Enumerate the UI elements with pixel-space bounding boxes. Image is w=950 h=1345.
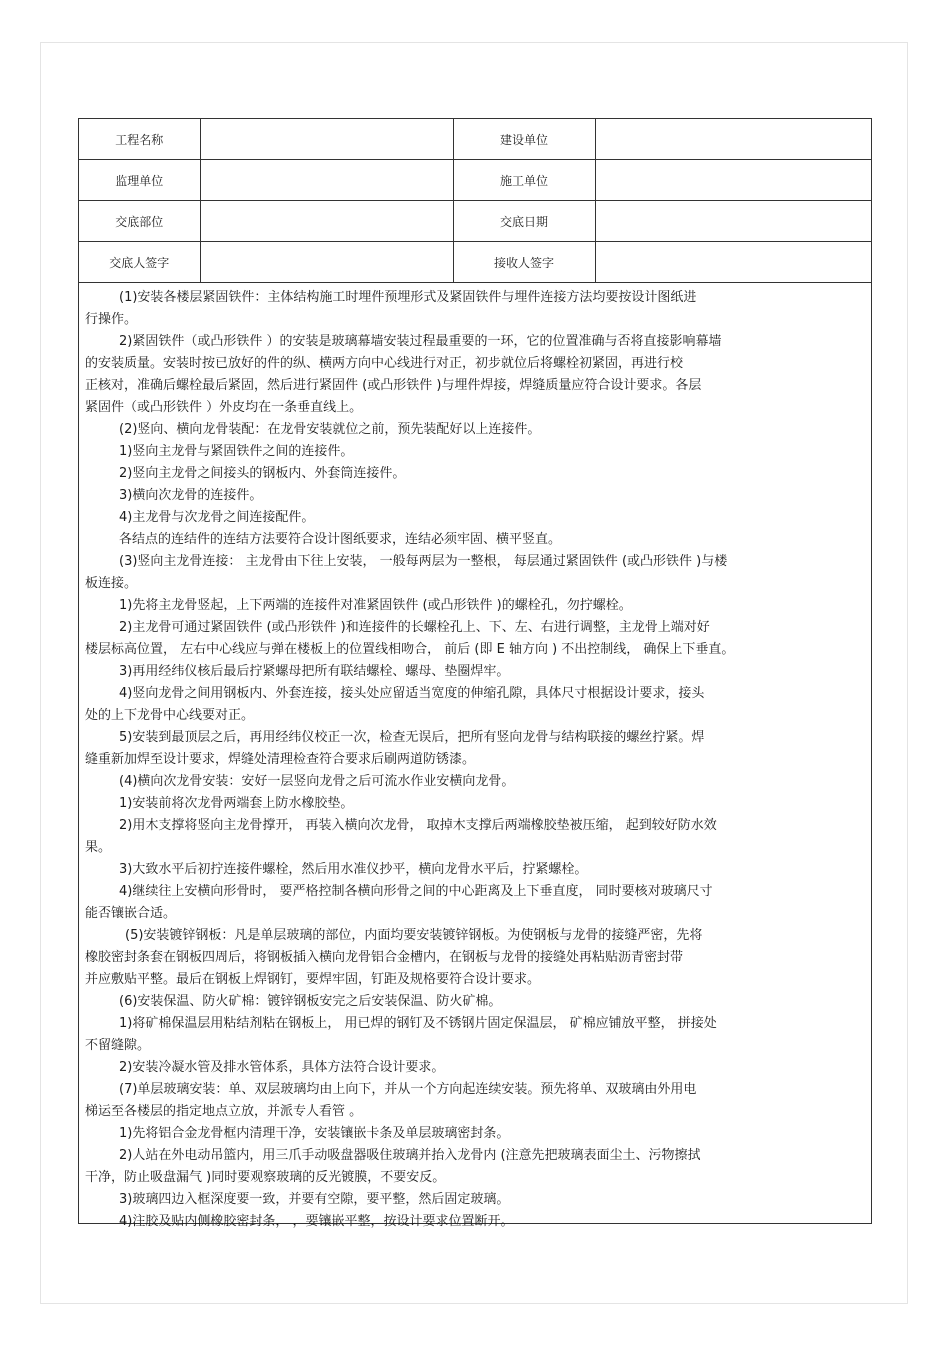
content-line: 正核对，准确后螺栓最后紧固，然后进行紧固件 (或凸形铁件 )与埋件焊接，焊缝质量应符合设计要求。各层 [85,378,702,393]
content-line: 2)竖向主龙骨之间接头的钢板内、外套筒连接件。 [119,466,406,481]
table-row [79,119,871,160]
contractor-field[interactable] [595,160,871,201]
content-line: 缝重新加焊至设计要求，焊缝处清理检查符合要求后刷两道防锈漆。 [85,752,476,767]
project-name-label: 工程名称 [79,119,200,160]
content-line: 3)横向次龙骨的连接件。 [119,488,263,503]
content-line: 梯运至各楼层的指定地点立放，并派专人看管 。 [85,1104,363,1119]
receiver-signer-field[interactable] [595,242,871,283]
supervision-unit-field[interactable] [200,160,453,201]
content-line: (3)竖向主龙骨连接： 主龙骨由下往上安装， 一般每两层为一整根， 每层通过紧固铁件 (或凸形铁件 )与楼 [119,554,728,569]
handover-part-label: 交底部位 [79,201,200,242]
content-line: 行操作。 [85,312,138,327]
handover-part-field[interactable] [200,201,453,242]
content-line: (2)竖向、横向龙骨装配：在龙骨安装就位之前，预先装配好以上连接件。 [119,422,541,437]
content-line: 2)人站在外电动吊篮内，用三爪手动吸盘器吸住玻璃并抬入龙骨内 (注意先把玻璃表面尘土、污物擦拭 [119,1148,701,1163]
content-line: 不留缝隙。 [85,1038,151,1053]
content-line: 5)安装到最顶层之后，再用经纬仪校正一次，检查无误后，把所有竖向龙骨与结构联接的螺丝拧紧。焊 [119,730,705,745]
content-line: 3)大致水平后初拧连接件螺栓，然后用水准仪抄平，横向龙骨水平后，拧紧螺栓。 [119,862,588,877]
content-line: 4)竖向龙骨之间用钢板内、外套连接，接头处应留适当宽度的伸缩孔隙，具体尺寸根据设计要求，接头 [119,686,705,701]
construction-unit-field[interactable] [595,119,871,160]
receiver-signer-label: 接收人签字 [453,242,595,283]
technical-handover-form [78,118,872,1229]
project-name-field[interactable] [200,119,453,160]
handover-date-label: 交底日期 [453,201,595,242]
content-line: 橡胶密封条套在钢板四周后，将钢板插入横向龙骨铝合金槽内，在钢板与龙骨的接缝处再粘贴沥青密封带 [85,950,684,965]
table-row [79,160,871,201]
handover-content [79,283,871,1233]
content-line: 1)安装前将次龙骨两端套上防水橡胶垫。 [119,796,354,811]
content-line: 4)主龙骨与次龙骨之间连接配件。 [119,510,315,525]
content-line: 果。 [85,840,112,855]
content-line: 2)紧固铁件（或凸形铁件 ）的安装是玻璃幕墙安装过程最重要的一环，它的位置准确与否将直接影响幕墙 [119,334,722,349]
content-line: 干净，防止吸盘漏气 )同时要观察玻璃的反光镀膜，不要安反。 [85,1170,446,1185]
content-line: (7)单层玻璃安装：单、双层玻璃均由上向下，并从一个方向起连续安装。预先将单、双玻璃由外用电 [119,1082,697,1097]
content-line: 3)玻璃四边入框深度要一致，并要有空隙，要平整，然后固定玻璃。 [119,1192,510,1207]
content-line: (6)安装保温、防火矿棉：镀锌钢板安完之后安装保温、防火矿棉。 [119,994,502,1009]
content-line: 3)再用经纬仪核后最后拧紧螺母把所有联结螺栓、螺母、垫圈焊牢。 [119,664,510,679]
content-line: (1)安装各楼层紧固铁件：主体结构施工时埋件预埋形式及紧固铁件与埋件连接方法均要按设计图纸进 [119,290,697,305]
content-line: 4)继续往上安横向形骨时， 要严格控制各横向形骨之间的中心距离及上下垂直度， 同时要核对玻璃尺寸 [119,884,713,899]
content-line: 的安装质量。安装时按已放好的件的纵、横两方向中心线进行对正，初步就位后将螺栓初紧固，再进行校 [85,356,684,371]
handover-signer-field[interactable] [200,242,453,283]
content-line: 能否镶嵌合适。 [85,906,177,921]
handover-date-field[interactable] [595,201,871,242]
content-line: 2)用木支撑将竖向主龙骨撑开， 再装入横向次龙骨， 取掉木支撑后两端橡胶垫被压缩， 起到较好防水效 [119,818,717,833]
content-line: 1)先将主龙骨竖起，上下两端的连接件对准紧固铁件 (或凸形铁件 )的螺栓孔，勿拧螺栓。 [119,598,632,613]
table-row [79,242,871,283]
table-row [79,201,871,242]
content-line: 楼层标高位置， 左右中心线应与弹在楼板上的位置线相吻合， 前后 (即 E 轴方向 ) 不出控制线， 确保上下垂直。 [85,642,735,657]
handover-signer-label: 交底人签字 [79,242,200,283]
content-line: 紧固件（或凸形铁件 ）外皮均在一条垂直线上。 [85,400,363,415]
form-header-table [79,119,871,283]
content-line: 1)将矿棉保温层用粘结剂粘在钢板上， 用已焊的钢钉及不锈钢片固定保温层， 矿棉应铺放平整， 拼接处 [119,1016,717,1031]
content-line: 板连接。 [85,576,138,591]
content-line: 2)安装冷凝水管及排水管体系，具体方法符合设计要求。 [119,1060,445,1075]
content-line: 2)主龙骨可通过紧固铁件 (或凸形铁件 )和连接件的长螺栓孔上、下、左、右进行调整，主龙骨上端对好 [119,620,710,635]
content-line: (5)安装镀锌钢板：凡是单层玻璃的部位，内面均要安装镀锌钢板。为使钢板与龙骨的接缝严密，先将 [125,928,703,943]
construction-unit-label: 建设单位 [453,119,595,160]
contractor-label: 施工单位 [453,160,595,201]
content-line: 1)先将铝合金龙骨框内清理干净，安装镶嵌卡条及单层玻璃密封条。 [119,1126,510,1141]
content-line: 各结点的连结件的连结方法要符合设计图纸要求，连结必须牢固、横平竖直。 [119,532,562,547]
content-line: 1)竖向主龙骨与紧固铁件之间的连接件。 [119,444,354,459]
supervision-unit-label: 监理单位 [79,160,200,201]
content-line: 处的上下龙骨中心线要对正。 [85,708,255,723]
content-line: 并应敷贴平整。最后在钢板上焊钢钉，要焊牢固，钉距及规格要符合设计要求。 [85,972,541,987]
content-line: (4)横向次龙骨安装：安好一层竖向龙骨之后可流水作业安横向龙骨。 [119,774,515,789]
content-line: 4)注胶及贴内侧橡胶密封条， ，要镶嵌平整，按设计要求位置断开。 [119,1214,514,1229]
